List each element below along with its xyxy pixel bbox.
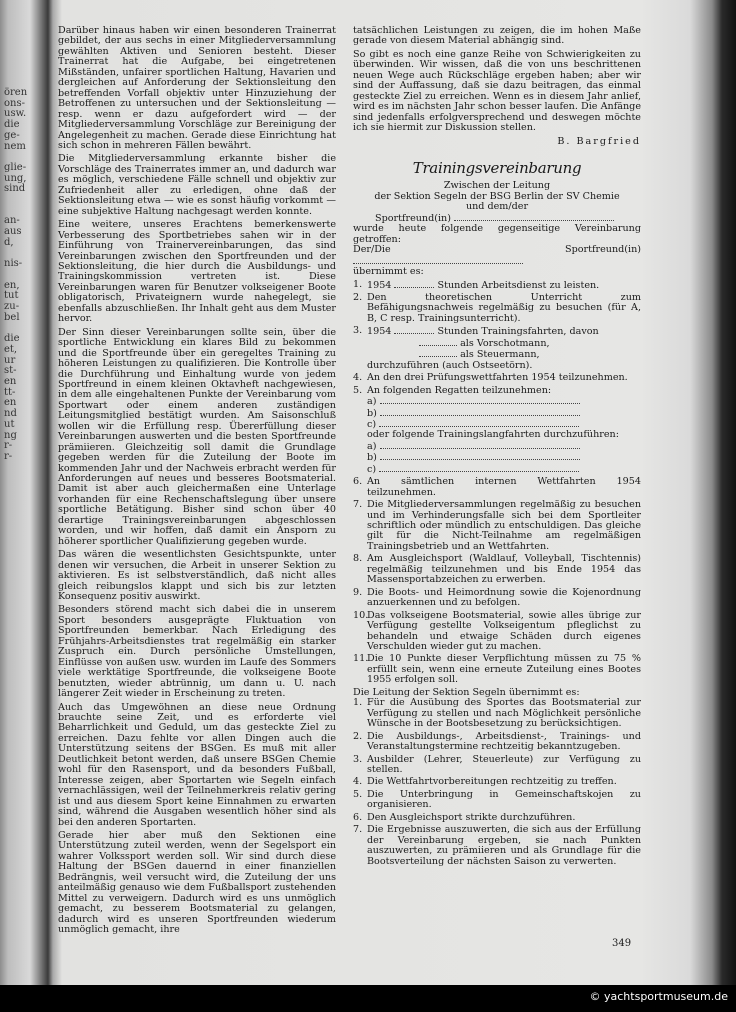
fragment-line: en, xyxy=(4,279,20,291)
blank-line xyxy=(379,464,579,472)
sub-text: als Vorschotmann, xyxy=(460,337,550,349)
item-text: Den Ausgleichsport strikte durchzuführen. xyxy=(367,811,576,823)
item-tail: durchzuführen (auch Ostseetörn). xyxy=(367,359,533,371)
author-signature: B. Bargfried xyxy=(557,135,641,147)
fragment-line: ung, xyxy=(4,172,27,184)
blank-entry xyxy=(367,452,641,463)
fragment-line: ons- xyxy=(4,97,25,109)
sub-line xyxy=(367,349,641,360)
list-item xyxy=(353,813,641,823)
blank-line xyxy=(353,256,523,264)
fragment-line: d, xyxy=(4,236,14,248)
blank-entry xyxy=(367,441,641,452)
blank-line xyxy=(419,338,457,346)
agreement-line: der Sektion Segeln der BSG Berlin der SV Chemie xyxy=(374,190,620,202)
fragment-line: ur xyxy=(4,354,16,366)
item-text: Die Wettfahrtvorbereitungen rechtzeitig zu treffen. xyxy=(367,776,617,788)
item-number: 6. xyxy=(353,476,363,488)
blank-line xyxy=(454,213,614,221)
entry-letter: a) xyxy=(367,440,377,452)
item-number: 2. xyxy=(353,291,363,303)
paragraph: Darüber hinaus haben wir einen besonderen Trainerrat gebildet, der aus sechs in einer Mitgliederversammlung gewählten Aktiven und Senioren besteht. Dieser Trainerrat hat die Aufgabe, bei eingetretenen Mißständen, unfairer sportlichen Haltung, Havarien und dergleichen auf Anforderung der Sektionsleitung den betreffenden Vorfall objektiv unter Hinzuziehung der Betroffenen zu untersuchen und der Sektionsleitung — resp. wenn er dazu aufgefordert wird — der Mitgliederversammlung Vorschläge zur Bereinigung der Angelegenheit zu machen. Gerade diese Einrichtung hat sich schon in mehreren Fällen bewährt. xyxy=(58,25,336,151)
fragment-line xyxy=(4,195,44,206)
item-text: Die Ergebnisse auszuwerten, die sich aus der Erfüllung der Vereinbarung ergeben, sie nach Punkten auszuwerten, zu prämiieren und als Grundlage für die Bootsverteilung der nächsten Saison zu verwerten. xyxy=(367,824,641,867)
entry-letter: c) xyxy=(367,418,377,430)
list-item xyxy=(353,554,641,585)
item-number: 7. xyxy=(353,499,363,511)
item-text: Die Unterbringung in Gemeinschaftskojen zu organisieren. xyxy=(367,788,641,811)
fragment-line: st- xyxy=(4,365,17,377)
fragment-line: die xyxy=(4,119,20,131)
blank-entry xyxy=(367,464,641,475)
alternative-text: oder folgende Trainingslangfahrten durchzuführen: xyxy=(367,429,619,441)
item-text: Für die Ausübung des Sportes das Bootsmaterial zur Verfügung zu stellen und nach Möglichkeit persönliche Wünsche in der Bootsbesetzung zu berücksichtigen. xyxy=(367,697,641,730)
fragment-line: nis- xyxy=(4,258,23,270)
list-item xyxy=(353,654,641,685)
list-item xyxy=(353,280,641,291)
fragment-line: en xyxy=(4,397,17,409)
sub-line xyxy=(367,338,641,349)
item-number: 8. xyxy=(353,553,363,565)
item-number: 1. xyxy=(353,697,363,709)
list-item xyxy=(353,293,641,324)
item-text: Ausbilder (Lehrer, Steuerleute) zur Verfügung zu stellen. xyxy=(367,753,641,775)
item-text: Die Boots- und Heimordnung sowie die Kojenordnung anzuerkennen und zu befolgen. xyxy=(367,586,641,609)
field-label: Der/Die Sportfreund(in) xyxy=(353,244,641,256)
list-item xyxy=(353,825,641,867)
item-text: An folgenden Regatten teilzunehmen: xyxy=(367,384,552,396)
left-column xyxy=(58,26,336,939)
item-number: 3. xyxy=(353,753,363,765)
item-number: 11. xyxy=(353,653,369,665)
list-item xyxy=(353,698,641,729)
paragraph: Auch das Umgewöhnen an diese neue Ordnung brauchte seine Zeit, und es erforderte viel Beharrlichkeit und Geduld, um das gesteckte Ziel zu erreichen. Dazu fehlte vor allen Dingen auch die Unterstützung seitens der BSGen. Es muß mit aller Deutlichkeit betont werden, daß unsere BSGen Chemie wohl für den Rasensport, und da besonders Fußball, Interesse zeigen, aber Sportarten wie Segeln einfach vernachlässigen, weil der Teilnehmerkreis relativ gering ist und aus diesem Sport keine Einnahmen zu erwarten sind, während die Ausgaben wesentlich höher sind als bei den anderen Sportarten. xyxy=(58,701,336,828)
list-item xyxy=(353,588,641,609)
member-field xyxy=(353,245,641,267)
item-text: An sämtlichen internen Wettfahrten 1954 teilzunehmen. xyxy=(367,476,641,498)
item-number: 6. xyxy=(353,811,363,823)
item-text: Das volkseigene Bootsmaterial, sowie alles übrige zur Verfügung gestellte Volkseigentum pfleglichst zu behandeln und etwaige Schäden durch eigenes Verschulden wieder gut zu machen. xyxy=(367,609,641,653)
member-obligations-list xyxy=(353,280,641,686)
agreement-line: und dem/der xyxy=(465,201,529,213)
paragraph: So gibt es noch eine ganze Reihe von Schwierigkeiten zu überwinden. Wir wissen, daß die von uns beschrittenen neuen Wege auch Rückschläge ergeben haben; aber wir sind der Auffassung, daß sie dazu beitragen, das einmal gesteckte Ziel zu erreichen. Wenn es in diesem Jahr anlief, wird es im nächsten Jahr schon besser laufen. Die Anfänge sind jedenfalls erfolgversprechend und deswegen möchte ich sie hiermit zur Diskussion stellen. xyxy=(353,48,641,134)
fragment-line: ng xyxy=(4,429,17,441)
blank-line xyxy=(419,349,457,357)
fragment-line: glie- xyxy=(4,161,27,173)
item-text: Am Ausgleichsport (Waldlauf, Volleyball, Tischtennis) regelmäßig teilzunehmen und bis Ende 1954 das Massensportabzeichen zu erwerben. xyxy=(367,553,641,586)
fragment-line: nem xyxy=(4,140,26,152)
list-item xyxy=(353,777,641,787)
list-item xyxy=(353,790,641,811)
entry-letter: a) xyxy=(367,396,377,408)
list-item xyxy=(353,326,641,371)
item-text: Stunden Arbeitsdienst zu leisten. xyxy=(437,279,600,291)
fragment-line: zu- xyxy=(4,301,20,313)
list-item xyxy=(353,386,641,476)
watermark: © yachtsportmuseum.de xyxy=(589,990,728,1003)
previous-page-fragments xyxy=(4,88,44,463)
list-item xyxy=(353,500,641,552)
fragment-line: bel xyxy=(4,311,20,323)
item-year: 1954 xyxy=(367,279,392,291)
paragraph: Gerade hier aber muß den Sektionen eine Unterstützung zuteil werden, wenn der Segelsport ein wahrer Volkssport werden soll. Wir sind durch diese Haltung der BSGen dauernd in einer finanziellen Bedrängnis, weil versucht wird, die Zuteilung der uns anteilmäßig genauso wie dem Fußballsport zustehenden Mittel zu verweigern. Dadurch wird es uns unmöglich gemacht, zu besserem Bootsmaterial zu gelangen, dadurch wird es unseren Sportfreunden wiederum unmöglich gemacht, ihre xyxy=(58,829,336,936)
entry-letter: b) xyxy=(367,452,377,464)
list-item xyxy=(353,477,641,498)
fragment-line: en xyxy=(4,375,17,387)
blank-line xyxy=(380,441,580,449)
paragraph: Besonders störend macht sich dabei die in unserem Sport besonders ausgeprägte Fluktuation von Sportfreunden bemerkbar. Nach Erledigung des Frühjahrs-Arbeitsdienstes trat regelmäßig ein starker Zuspruch ein. Durch persönliche Umstellungen, Einflüsse von außen usw. wurden im Laufe des Sommers viele werktätige Sportfreunde, die volkseigene Boote benutzten, wieder abtrünnig, um dann u. U. nach längerer Zeit wieder in Erscheinung zu treten. xyxy=(58,604,336,700)
fragment-line: sind xyxy=(4,183,26,195)
item-text: An den drei Prüfungswettfahrten 1954 teilzunehmen. xyxy=(367,372,628,384)
list-item xyxy=(353,732,641,753)
field-label: Sportfreund(in) xyxy=(375,212,451,224)
list-item xyxy=(353,611,641,653)
paragraph: tatsächlichen Leistungen zu zeigen, die im hohen Maße gerade von diesem Material abhängig sind. xyxy=(353,25,641,47)
agreement-line: wurde heute folgende gegenseitige Vereinbarung getroffen: xyxy=(353,223,641,245)
agreement-title: Trainingsvereinbarung xyxy=(412,158,582,177)
fragment-line: usw. xyxy=(4,108,27,120)
blank-line xyxy=(379,419,579,427)
item-number: 5. xyxy=(353,788,363,800)
item-year: 1954 xyxy=(367,326,392,338)
sub-text: als Steuermann, xyxy=(460,349,540,361)
item-text: Stunden Trainingsfahrten, davon xyxy=(437,326,599,338)
blank-line xyxy=(394,326,434,334)
right-column xyxy=(353,26,641,869)
fragment-line: die xyxy=(4,333,20,345)
list-item xyxy=(353,755,641,776)
blank-line xyxy=(380,452,580,460)
fragment-line: ge- xyxy=(4,129,20,141)
leadership-obligations-list xyxy=(353,698,641,867)
item-text: Die Ausbildungs-, Arbeitsdienst-, Trainings- und Veranstaltungstermine rechtzeitig bekanntzugeben. xyxy=(367,730,641,753)
fragment-line: r- xyxy=(4,450,13,462)
item-number: 10. xyxy=(353,609,369,621)
agreement-line: Zwischen der Leitung xyxy=(443,180,551,192)
blank-entry xyxy=(367,396,641,407)
list-item xyxy=(353,373,641,383)
item-number: 1. xyxy=(353,278,363,290)
item-number: 2. xyxy=(353,730,363,742)
fragment-line: aus xyxy=(4,226,22,238)
blank-line xyxy=(394,280,434,288)
fragment-line: ut xyxy=(4,418,15,430)
item-text: Die 10 Punkte dieser Verpflichtung müssen zu 75 % erfüllt sein, wenn eine erneute Zuteilung eines Bootes 1955 erfolgen soll. xyxy=(367,653,641,686)
item-text: Den theoretischen Unterricht zum Befähigungsnachweis regelmäßig zu besuchen (für A, B, C resp. Trainingsunterricht). xyxy=(367,291,641,324)
fragment-line: tt- xyxy=(4,386,16,398)
item-number: 4. xyxy=(353,372,363,384)
item-number: 5. xyxy=(353,384,363,396)
paragraph: Eine weitere, unseres Erachtens bemerkenswerte Verbesserung des Sportbetriebes sahen wir in der Einführung von Trainervereinbarungen, das sind Vereinbarungen zwischen den Sportfreunden und der Sektionsleitung, die hier durch die Ausbildungs- und Trainingskommission vertreten ist. Diese Vereinbarungen waren für Benutzer volkseigener Boote obligatorisch, Privateignern wurde nahegelegt, sie ebenfalls abzuschließen. Ihr Inhalt geht aus dem Muster hervor. xyxy=(58,219,336,325)
blank-entry xyxy=(367,408,641,419)
item-text: Die Mitgliederversammlungen regelmäßig zu besuchen und im Verhinderungsfalle sich bei dem Sportleiter schriftlich oder mündlich zu entschuldigen. Das gleiche gilt für die Nicht-Teilnahme am regelmäßigen Trainingsbetrieb und an Wettfahrten. xyxy=(367,499,641,552)
entry-letter: c) xyxy=(367,463,377,475)
blank-line xyxy=(380,396,580,404)
fragment-line: ören xyxy=(4,87,28,98)
page-number: 349 xyxy=(612,938,632,949)
paragraph: Die Mitgliederversammlung erkannte bisher die Vorschläge des Trainerrates immer an, und dadurch war es möglich, verschiedene Fälle schnell und objektiv zur Zufriedenheit aller zu erledigen, ohne daß der Sektionsleitung etwa — wie es sonst häufig vorkommt — eine subjektive Haltung nachgesagt werden konnte. xyxy=(58,153,336,217)
fragment-line: nd xyxy=(4,408,17,420)
entry-letter: b) xyxy=(367,407,377,419)
item-number: 7. xyxy=(353,824,363,836)
fragment-line: r- xyxy=(4,440,13,452)
fragment-line: an- xyxy=(4,215,20,227)
leadership-intro: Die Leitung der Sektion Segeln übernimmt es: xyxy=(353,686,580,698)
paragraph: Das wären die wesentlichsten Gesichtspunkte, unter denen wir versuchen, die Arbeit in unserer Sektion zu aktivieren. Es ist selbstverständlich, daß nicht alles gleich reibungslos klappt und sich bis zur letzten Konsequenz positiv auswirkt. xyxy=(58,549,336,603)
fragment-line: et, xyxy=(4,343,18,355)
paragraph: Der Sinn dieser Vereinbarungen sollte sein, über die sportliche Entwicklung ein klares Bild zu bekommen und die Sportfreunde über ein geregeltes Training zu höheren Leistungen zu qualifizieren. Die Kontrolle über die Durchführung und Einhaltung wurde von jedem Sportfreund in einem kleinen Oktavheft nachgewiesen, in dem alle eingehaltenen Punkte der Vereinbarung vom Sportwart oder einem anderen zuständigen Leitungsmitglied bestätigt wurden. Am Saisonschluß wollen wir die Erfüllung resp. Übererfüllung dieser Vereinbarungen auswerten und die besten Sportfreunde prämiieren. Gleichzeitig soll damit die Grundlage gegeben werden für die Zuteilung der Boote im kommenden Jahr und der Nachweis erbracht werden für Anforderungen auf neues und besseres Bootsmaterial. Damit ist aber auch gleichermaßen eine Unterlage vorhanden für eine Rechenschaftslegung über unsere sportliche Betätigung. Bisher sind schon über 40 derartige Trainingsvereinbarungen abgeschlossen worden, und wir hoffen, daß damit ein Ansporn zu höherer sportlicher Qualifizierung gegeben wurde. xyxy=(58,326,336,547)
item-number: 3. xyxy=(353,325,363,337)
blank-line xyxy=(380,408,580,416)
item-number: 9. xyxy=(353,586,363,598)
agreement-line: übernimmt es: xyxy=(353,266,424,278)
item-number: 4. xyxy=(353,776,363,788)
fragment-line: tut xyxy=(4,290,19,302)
